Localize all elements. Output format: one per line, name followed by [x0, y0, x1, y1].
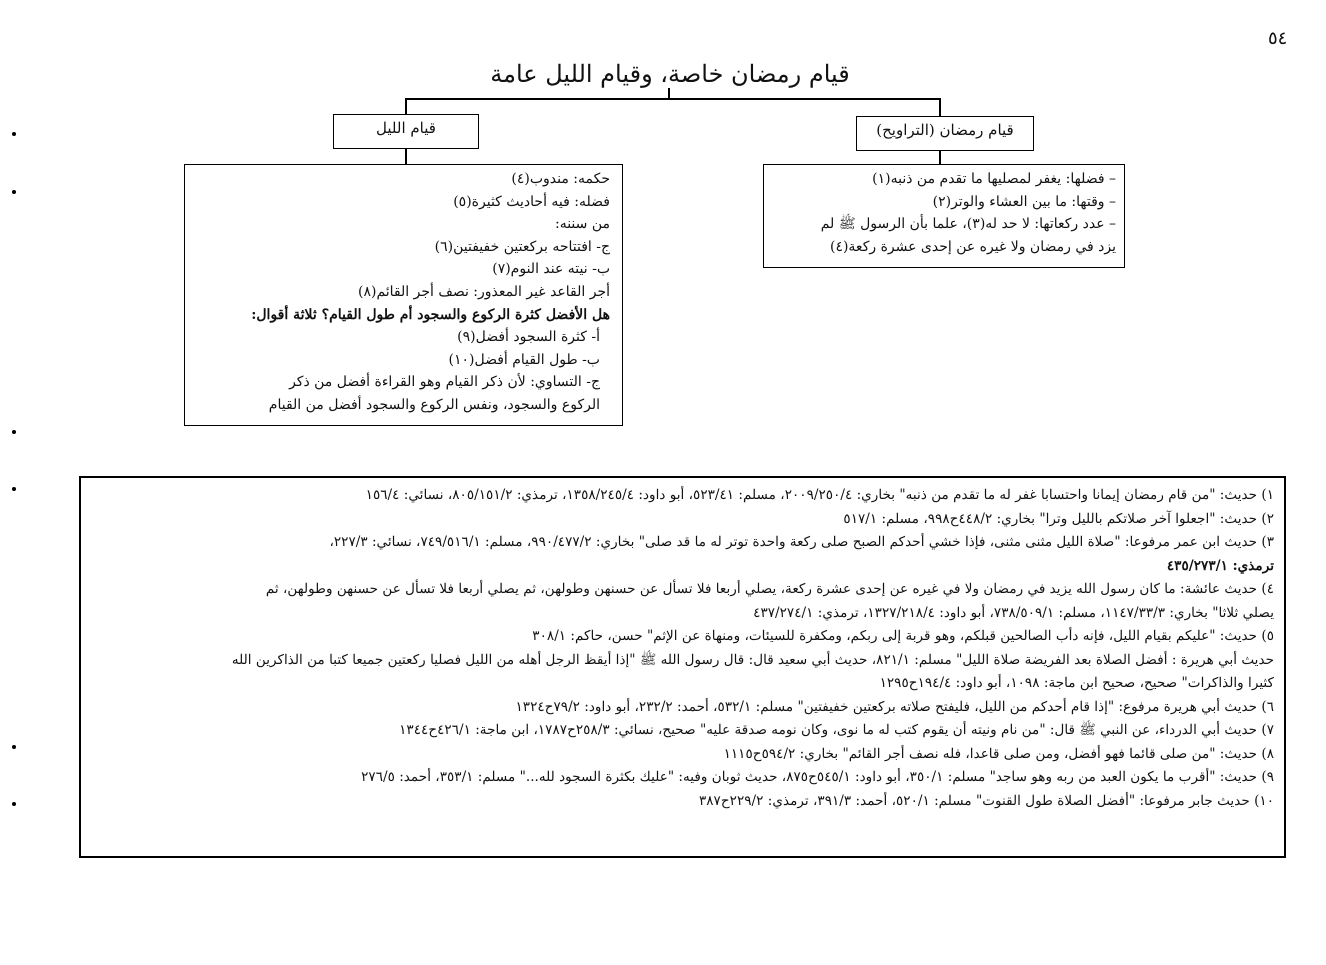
footnote-line: حديث أبي هريرة : أفضل الصلاة بعد الفريضة صلاة الليل" مسلم: ٨٢١/١، حديث أبي سعيد قال: قال رسول الله ﷺ "إذا أيقظ الرجل أهله من الليل فصليا ركعتين جميعا كتبا من الذاكرين الله	[231, 651, 1274, 668]
footnote-line: ٩) حديث: "أقرب ما يكون العبد من ربه وهو ساجد" مسلم: ٣٥٠/١، أبو داود: ٥٤٥/١ح٨٧٥، حديث ثوبان وفيه: "عليك بكثرة السجود لله..." مسلم: ٣٥٣/١، أحمد: ٢٧٦/٥	[361, 769, 1274, 785]
footnote-line: ٢) حديث: "اجعلوا آخر صلاتكم بالليل وترا" بخاري: ٤٤٨/٢ح٩٩٨، مسلم: ٥١٧/١	[843, 510, 1274, 527]
detail-line: أ- كثرة السجود أفضل(٩)	[457, 329, 600, 346]
margin-dot	[12, 132, 16, 136]
footnote-line: يصلي ثلاثا" بخاري: ١١٤٧/٣٣/٣، مسلم: ٧٣٨/٥٠٩/١، أبو داود: ١٣٢٧/٢١٨/٤، ترمذي: ٤٣٧/٢٧٤/١	[753, 604, 1274, 621]
detail-line: الركوع والسجود، ونفس الركوع والسجود أفضل من القيام	[268, 396, 600, 413]
footnotes-box	[79, 476, 1286, 858]
margin-dot	[12, 430, 16, 434]
detail-line: ب- نيته عند النوم(٧)	[492, 261, 610, 278]
detail-line: من سننه:	[554, 216, 610, 233]
page-number: ٥٤	[1268, 28, 1288, 49]
footnote-line: ٨) حديث: "من صلى قائما فهو أفضل، ومن صلى قاعدا، فله نصف أجر القائم" بخاري: ٥٩٤/٢ح١١١٥	[723, 745, 1274, 762]
footnote-line: ٥) حديث: "عليكم بقيام الليل، فإنه دأب الصالحين قبلكم، وهو قربة إلى ربكم، ومكفرة للسيئات، ومنهاة عن الإثم" حسن، حاكم: ٣٠٨/١	[532, 628, 1274, 644]
tree-connector	[405, 98, 407, 115]
margin-dot	[12, 190, 16, 194]
footnote-line: كثيرا والذاكرات" صحيح، صحيح ابن ماجة: ١٠٩٨، أبو داود: ١٩٤/٤ح١٢٩٥	[879, 675, 1274, 691]
detail-line: ج- افتتاحه بركعتين خفيفتين(٦)	[434, 238, 610, 255]
branch-label-night-prayer	[333, 114, 479, 149]
footnote-line: ٤) حديث عائشة: ما كان رسول الله يزيد في رمضان ولا في غيره عن إحدى عشرة ركعة، يصلي أربعا فلا تسأل عن حسنهن وطولهن، ثم يصلي أربعا فلا تسأل عن حسنهن وطولهن، ثم	[265, 581, 1274, 597]
detail-line: – وقتها: ما بين العشاء والوتر(٢)	[932, 193, 1116, 210]
footnote-line: ١) حديث: "من قام رمضان إيمانا واحتسابا غفر له ما تقدم من ذنبه" بخاري: ٢٠٠٩/٢٥٠/٤، مسلم: ٥٢٣/٤١، أبو داود: ١٣٥٨/٢٤٥/٤، ترمذي: ٨٠٥/١٥١/٢، نسائي: ١٥٦/٤	[365, 487, 1274, 503]
tree-connector	[405, 98, 940, 100]
detail-line: حكمه: مندوب(٤)	[511, 171, 610, 187]
tree-connector	[939, 98, 941, 116]
margin-dot	[12, 802, 16, 806]
detail-line: يزد في رمضان ولا غيره عن إحدى عشرة ركعة(٤)	[829, 238, 1116, 255]
detail-line: – عدد ركعاتها: لا حد له(٣)، علما بأن الرسول ﷺ لم	[820, 216, 1116, 233]
margin-dot	[12, 487, 16, 491]
footnote-line: ١٠) حديث جابر مرفوعا: "أفضل الصلاة طول القنوت" مسلم: ٥٢٠/١، أحمد: ٣٩١/٣، ترمذي: ٢٢٩/٢ح٣٨٧	[698, 792, 1274, 809]
branch-label-text: قيام رمضان (التراويح)	[876, 121, 1014, 139]
footnote-line: ترمذي: ٤٣٥/٢٧٣/١	[1166, 557, 1274, 574]
branch-label-text: قيام الليل	[376, 119, 436, 137]
footnote-line: ٦) حديث أبي هريرة مرفوع: "إذا قام أحدكم من الليل، فليفتح صلاته بركعتين خفيفتين" مسلم: ٥٣٢/١، أحمد: ٢٣٢/٢، أبو داود: ٧٩/٢ح١٣٢٤	[515, 698, 1274, 715]
margin-dot	[12, 745, 16, 749]
detail-question: هل الأفضل كثرة الركوع والسجود أم طول القيام؟ ثلاثة أقوال:	[251, 306, 610, 323]
detail-line: – فضلها: يغفر لمصليها ما تقدم من ذنبه(١)	[872, 171, 1116, 187]
page-title: قيام رمضان خاصة، وقيام الليل عامة	[490, 60, 850, 88]
tree-connector	[405, 148, 407, 165]
footnote-line: ٧) حديث أبي الدرداء، عن النبي ﷺ قال: "من نام ونيته أن يقوم كتب له ما نوى، وكان نومه صدقة عليه" صحيح، نسائي: ٢٥٨/٣ح١٧٨٧، ابن ماجة: ٤٢٦/١ح١٣٤٤	[399, 722, 1274, 738]
tree-connector	[939, 150, 941, 165]
detail-line: أجر القاعد غير المعذور: نصف أجر القائم(٨)	[357, 283, 610, 300]
night-prayer-details	[184, 164, 623, 426]
detail-line: ج- التساوي: لأن ذكر القيام وهو القراءة أفضل من ذكر	[289, 374, 600, 391]
footnote-line: ٣) حديث ابن عمر مرفوعا: "صلاة الليل مثنى مثنى، فإذا خشي أحدكم الصبح صلى ركعة واحدة توتر له ما قد صلى" بخاري: ٩٩٠/٤٧٧/٢، مسلم: ٧٤٩/٥١٦/١، نسائي: ٢٢٧/٣،	[329, 534, 1274, 550]
ramadan-prayer-details	[763, 164, 1125, 268]
branch-label-ramadan-prayer	[856, 116, 1034, 151]
detail-line: ب- طول القيام أفضل(١٠)	[448, 351, 600, 368]
detail-line: فضله: فيه أحاديث كثيرة(٥)	[453, 193, 610, 210]
